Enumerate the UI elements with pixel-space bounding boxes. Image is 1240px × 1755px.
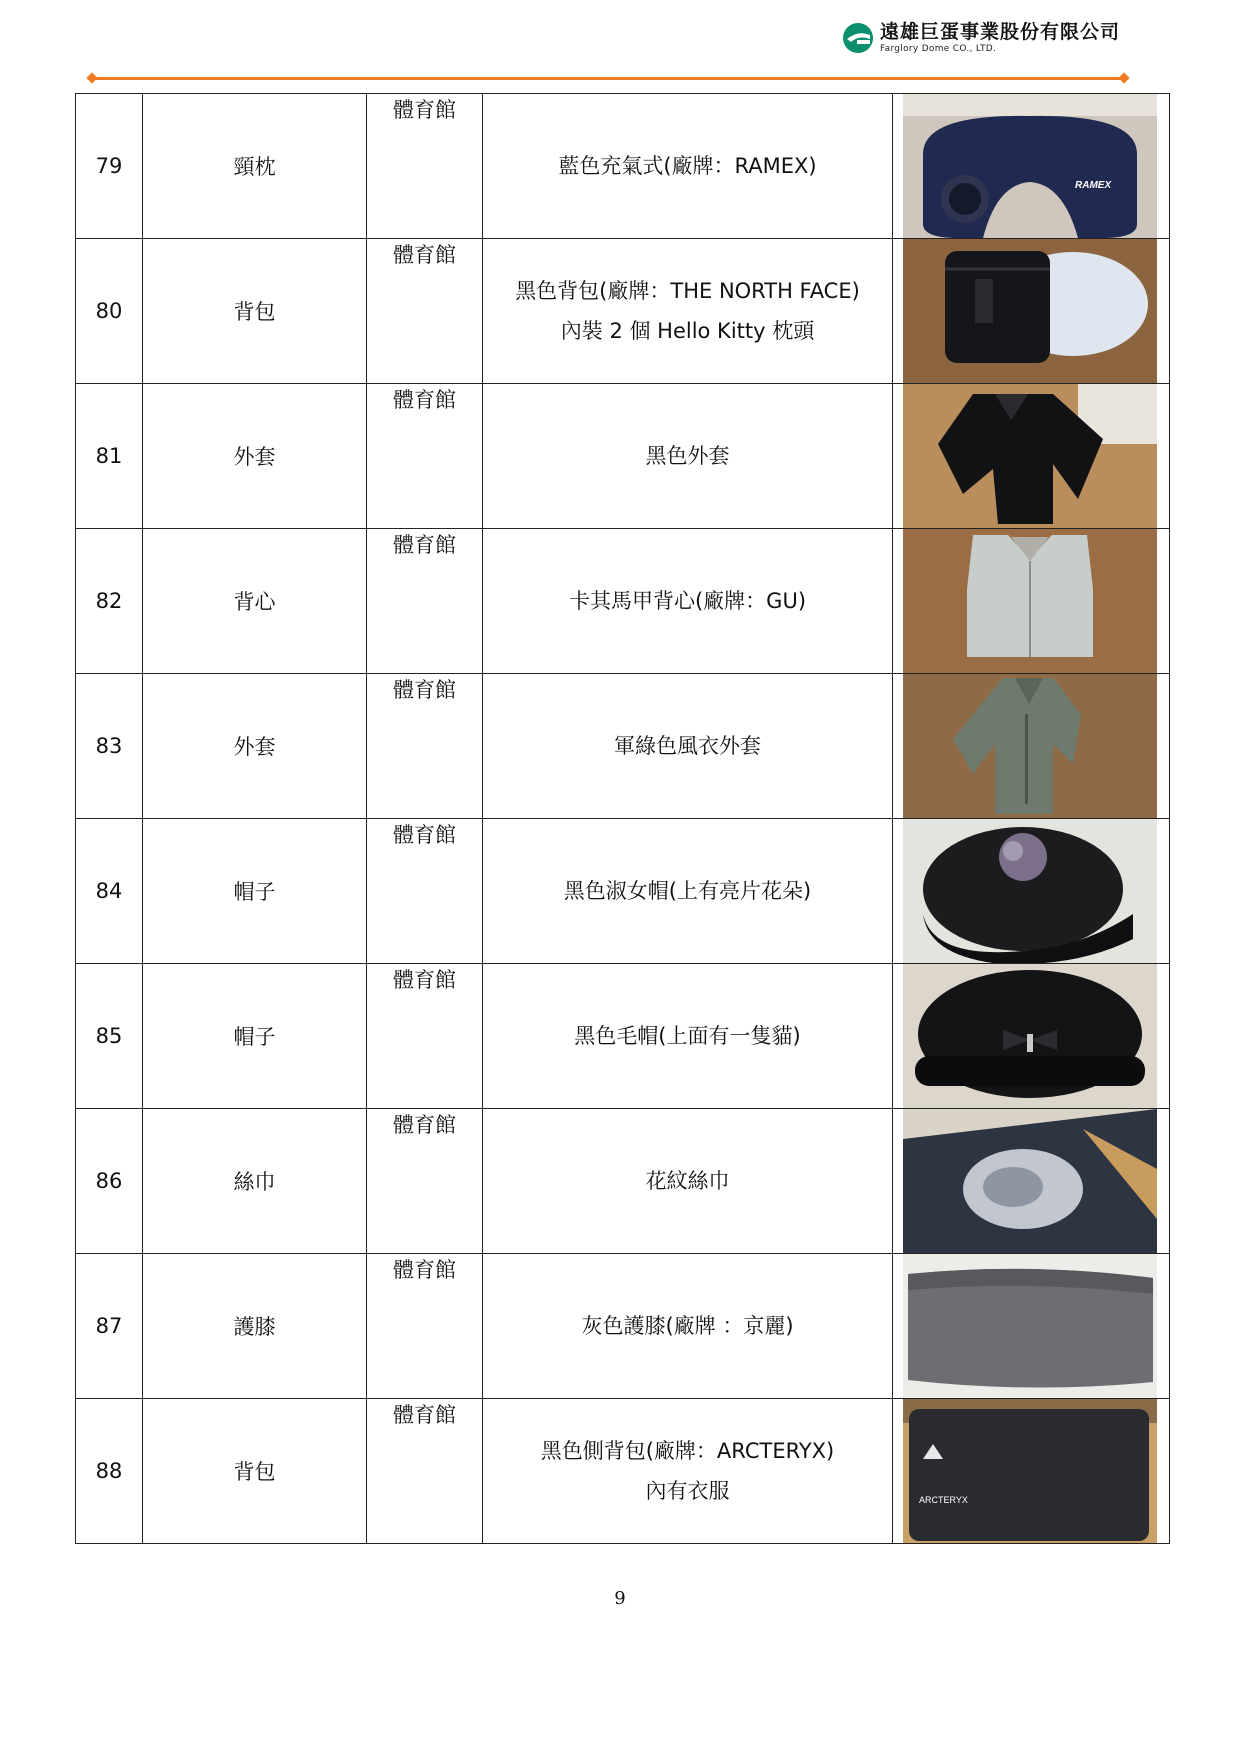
found-location: 體育館 [367, 1254, 483, 1399]
page-number: 9 [614, 1588, 626, 1609]
company-name-en: Farglory Dome CO., LTD. [879, 43, 997, 54]
black-shoulder-bag-image [903, 1399, 1157, 1543]
page-header [0, 0, 1240, 90]
description-line: 灰色護膝(廠牌 ：京麗) [581, 1314, 794, 1338]
description-line: 黑色毛帽(上面有一隻貓) [574, 1024, 801, 1048]
item-photo [893, 1254, 1170, 1399]
item-photo [893, 964, 1170, 1109]
item-number: 80 [76, 239, 143, 384]
patterned-scarf-image [903, 1109, 1157, 1253]
black-backpack-image [903, 239, 1157, 383]
item-description [483, 964, 893, 1109]
found-location: 體育館 [367, 529, 483, 674]
description-line: 卡其馬甲背心(廠牌：GU) [568, 589, 807, 613]
table-row [76, 529, 1170, 674]
item-name: 外套 [143, 674, 367, 819]
table-row [76, 819, 1170, 964]
black-jacket-image [903, 384, 1157, 528]
item-number: 85 [76, 964, 143, 1109]
found-location: 體育館 [367, 819, 483, 964]
item-photo [893, 1399, 1170, 1544]
description-line: 藍色充氣式(廠牌：RAMEX) [558, 154, 817, 178]
item-description [483, 94, 893, 239]
table-row [76, 964, 1170, 1109]
svg-text:ARCTERYX: ARCTERYX [919, 1495, 968, 1505]
item-photo [893, 1109, 1170, 1254]
found-location: 體育館 [367, 964, 483, 1109]
item-photo [893, 384, 1170, 529]
found-location: 體育館 [367, 94, 483, 239]
found-location: 體育館 [367, 674, 483, 819]
item-name: 帽子 [143, 964, 367, 1109]
item-number: 88 [76, 1399, 143, 1544]
description-line: 黑色側背包(廠牌：ARCTERYX) [540, 1439, 835, 1463]
table-row [76, 1399, 1170, 1544]
item-photo [893, 674, 1170, 819]
item-description [483, 1254, 893, 1399]
item-number: 83 [76, 674, 143, 819]
svg-text:RAMEX: RAMEX [1075, 180, 1112, 191]
farglory-logo-icon [842, 22, 874, 54]
item-number: 81 [76, 384, 143, 529]
item-photo [893, 94, 1170, 239]
item-number: 82 [76, 529, 143, 674]
khaki-vest-image [903, 529, 1157, 673]
company-name-cn: 遠雄巨蛋事業股份有限公司 [879, 20, 1120, 43]
item-number: 84 [76, 819, 143, 964]
item-name: 外套 [143, 384, 367, 529]
item-description [483, 529, 893, 674]
description-line: 內裝 2 個 Hello Kitty 枕頭 [560, 319, 815, 343]
item-description [483, 674, 893, 819]
found-location: 體育館 [367, 239, 483, 384]
black-wool-hat-image [903, 964, 1157, 1108]
table-row [76, 1254, 1170, 1399]
header-divider [92, 77, 1124, 80]
item-description [483, 1109, 893, 1254]
description-line: 內有衣服 [645, 1479, 730, 1503]
item-name: 頸枕 [143, 94, 367, 239]
description-line: 黑色外套 [645, 444, 730, 468]
description-line: 黑色淑女帽(上有亮片花朵) [563, 879, 812, 903]
item-number: 86 [76, 1109, 143, 1254]
item-number: 87 [76, 1254, 143, 1399]
description-line: 黑色背包(廠牌：THE NORTH FACE) [515, 279, 860, 303]
item-photo [893, 529, 1170, 674]
found-location: 體育館 [367, 1109, 483, 1254]
green-trench-coat-image [903, 674, 1157, 818]
description-line: 軍綠色風衣外套 [614, 734, 761, 758]
table-row [76, 1109, 1170, 1254]
lost-items-table [75, 93, 1170, 1544]
item-photo [893, 239, 1170, 384]
table-row [76, 384, 1170, 529]
item-number: 79 [76, 94, 143, 239]
item-name: 背心 [143, 529, 367, 674]
found-location: 體育館 [367, 1399, 483, 1544]
grey-knee-pad-image [903, 1254, 1157, 1398]
table-row [76, 94, 1170, 239]
table-row [76, 674, 1170, 819]
divider-right-diamond-icon [1118, 72, 1129, 83]
item-description [483, 819, 893, 964]
item-name: 絲巾 [143, 1109, 367, 1254]
item-name: 護膝 [143, 1254, 367, 1399]
item-description [483, 1399, 893, 1544]
item-photo [893, 819, 1170, 964]
inflatable-neck-pillow-image [903, 94, 1157, 238]
item-name: 背包 [143, 1399, 367, 1544]
divider-left-diamond-icon [86, 72, 97, 83]
item-name: 帽子 [143, 819, 367, 964]
found-location: 體育館 [367, 384, 483, 529]
company-logo [842, 22, 1120, 54]
description-line: 花紋絲巾 [645, 1169, 730, 1193]
item-description [483, 384, 893, 529]
item-name: 背包 [143, 239, 367, 384]
item-description [483, 239, 893, 384]
black-ladies-hat-image [903, 819, 1157, 963]
table-row [76, 239, 1170, 384]
